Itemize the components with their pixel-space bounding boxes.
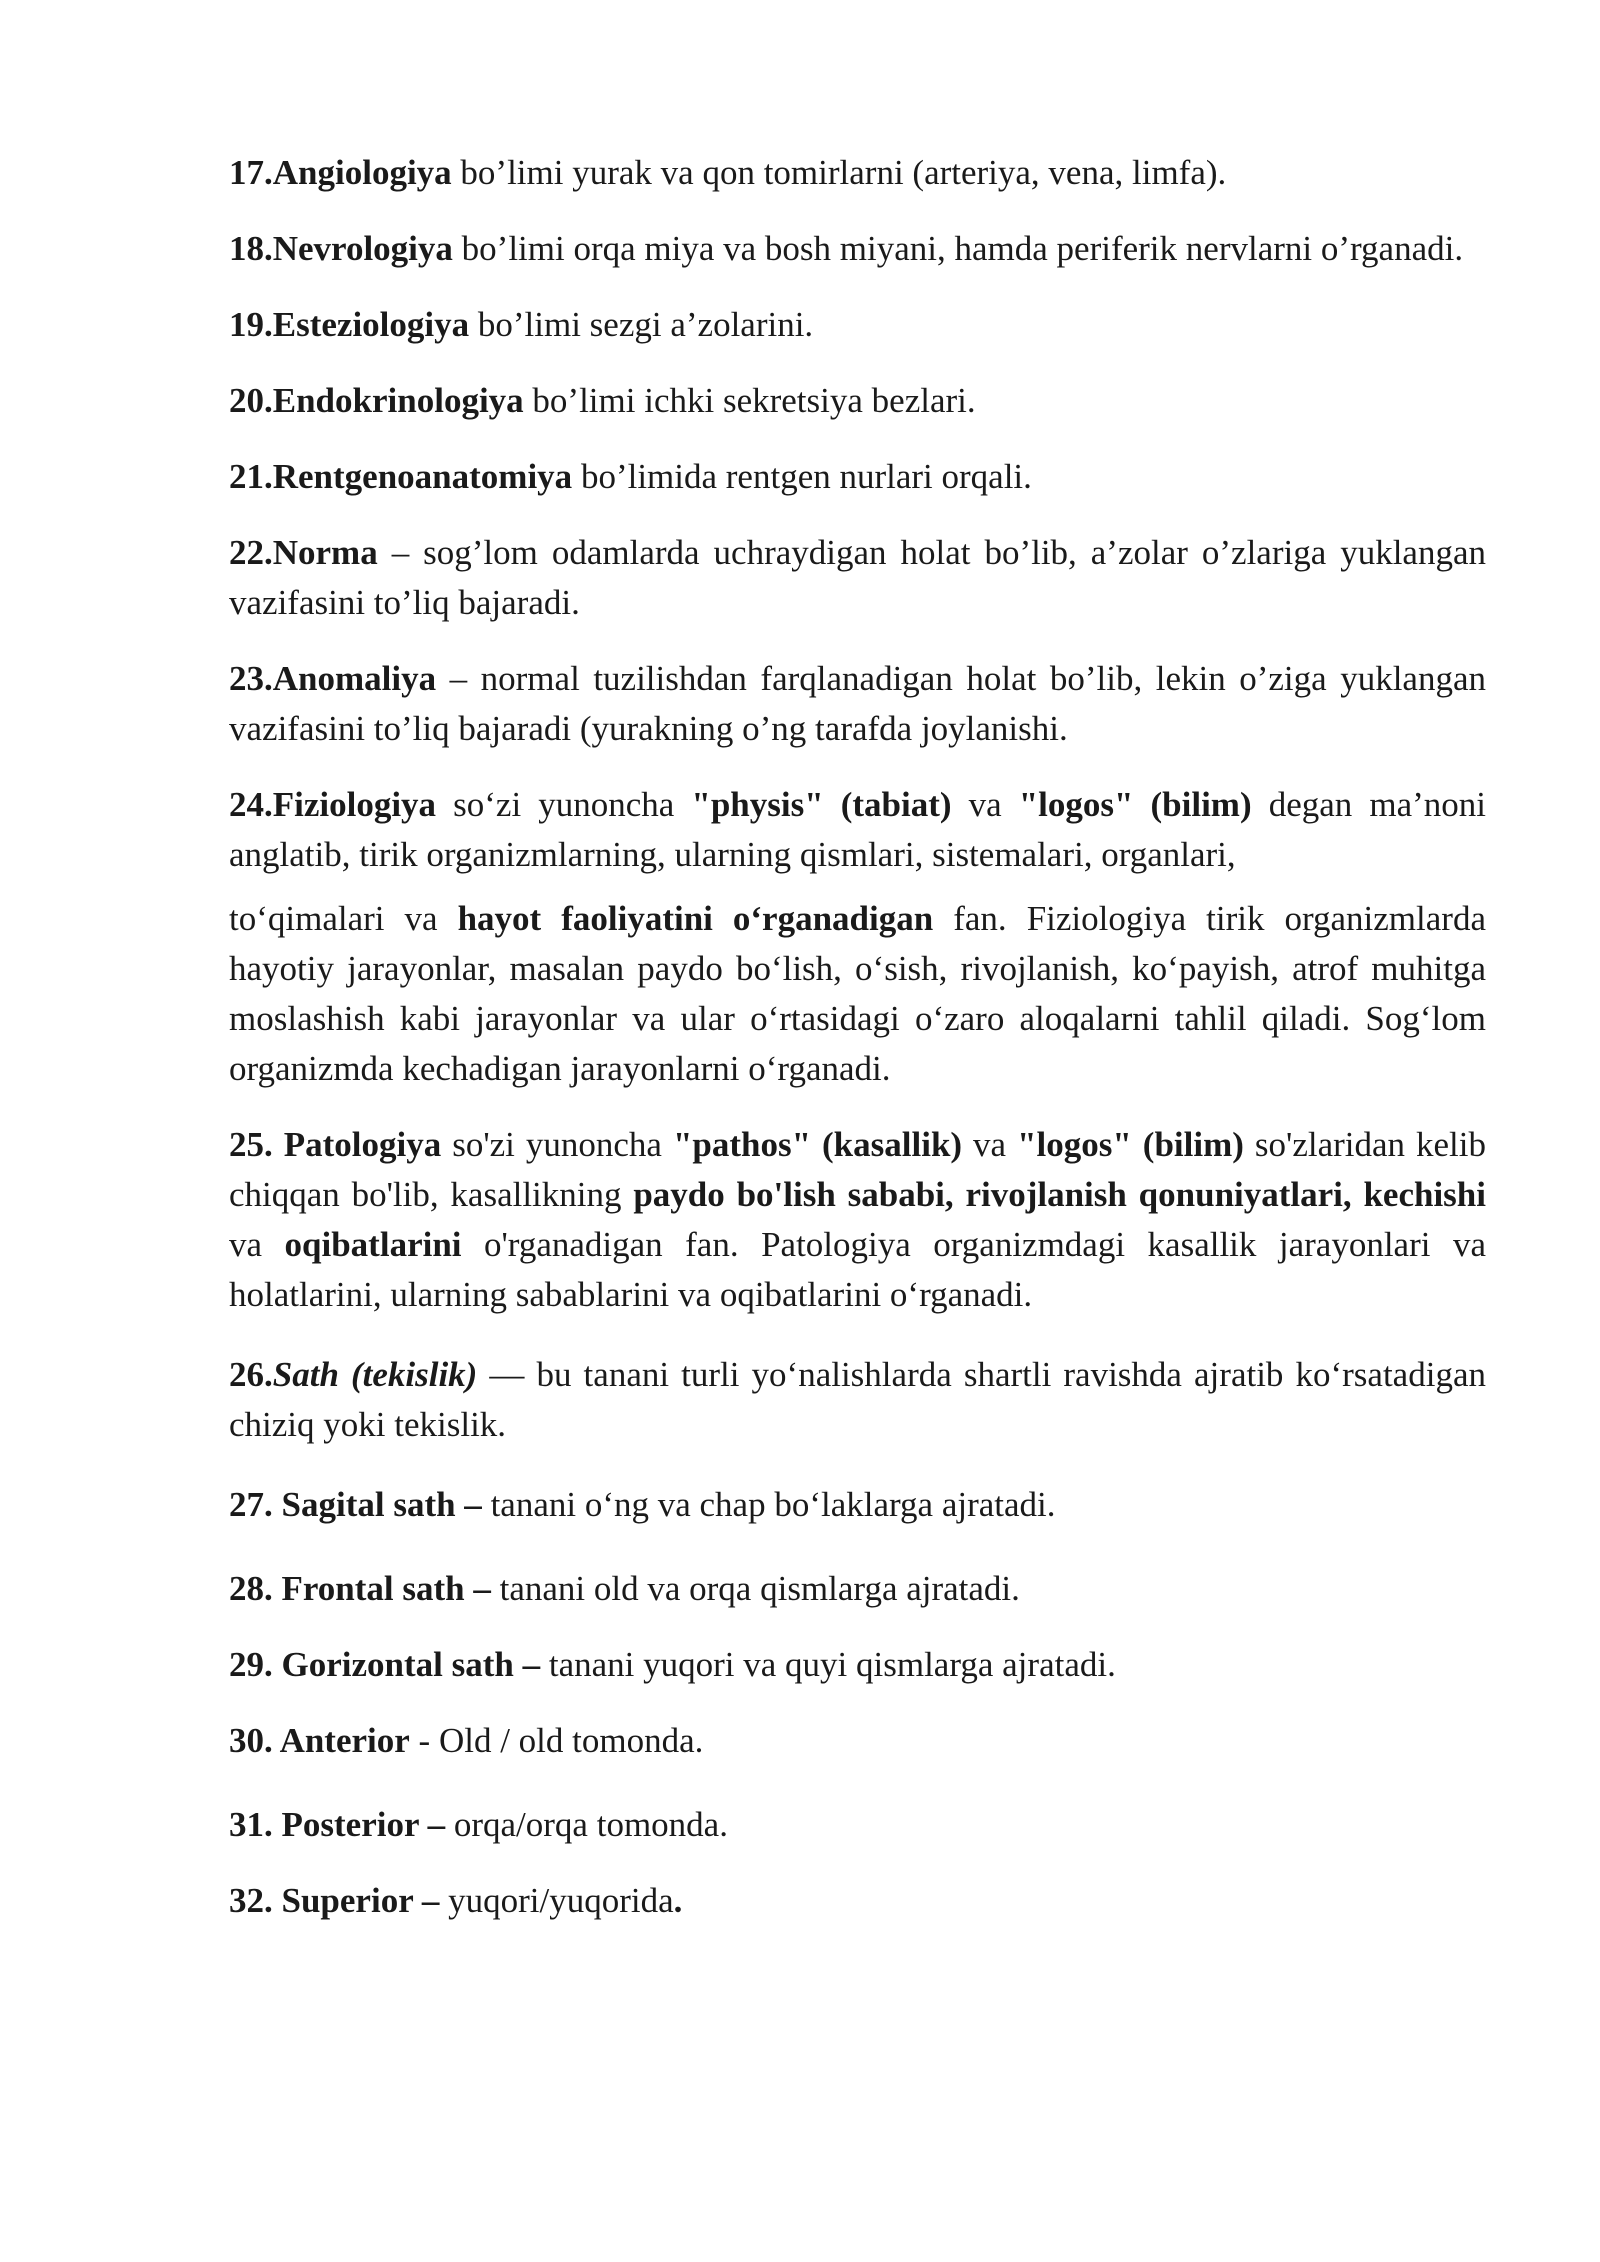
list-item xyxy=(229,1640,1486,1690)
list-item xyxy=(229,1120,1486,1320)
body-text: degan ma’noni anglatib, tirik organizmlarning, ularning qismlari, sistemalari, organlari, xyxy=(229,785,1486,874)
body-text: tanani o‘ng va chap bo‘laklarga ajratadi. xyxy=(481,1485,1056,1524)
term-text: 26. xyxy=(229,1355,273,1394)
list-item xyxy=(229,1480,1486,1530)
term-text: 25. Patologiya xyxy=(229,1125,442,1164)
body-text: orqa/orqa tomonda. xyxy=(445,1805,728,1844)
term-text: oqibatlarini xyxy=(284,1225,462,1264)
list-item xyxy=(229,780,1486,1094)
body-text: va xyxy=(951,785,1019,824)
term-text: 20.Endokrinologiya xyxy=(229,381,524,420)
body-text: to‘qimalari va xyxy=(229,899,458,938)
list-item xyxy=(229,1350,1486,1450)
body-text: – sog’lom odamlarda uchraydigan holat bo’lib, a’zolar o’zlariga yuklangan vazifasini to’liq bajaradi. xyxy=(229,533,1486,622)
body-text: - Old / old tomonda. xyxy=(409,1721,704,1760)
body-text: va xyxy=(962,1125,1018,1164)
body-text: bo’limi ichki sekretsiya bezlari. xyxy=(523,381,976,420)
body-text: so'zi yunoncha xyxy=(441,1125,673,1164)
term-text: . xyxy=(673,1881,683,1920)
list-item xyxy=(229,452,1486,502)
body-text: — bu tanani turli yo‘nalishlarda shartli ravishda ajratib ko‘rsatadigan chiziq yoki tekislik. xyxy=(229,1355,1486,1444)
term-text: Sath (tekislik) xyxy=(272,1355,478,1394)
term-text: 28. Frontal sath – xyxy=(229,1569,491,1608)
body-text: o'rganadigan fan. Patologiya organizmdagi kasallik jarayonlari va holatlarini, ularning sabablarini va oqibatlarini o‘rganadi. xyxy=(229,1225,1486,1314)
term-text: 29. Gorizontal sath – xyxy=(229,1645,541,1684)
term-text: paydo bo'lish sababi, rivojlanish qonuniyatlari, kechishi xyxy=(633,1175,1486,1214)
body-text: bo’limi orqa miya va bosh miyani, hamda periferik nervlarni o’rganadi. xyxy=(452,229,1464,268)
term-text: 17.Angiologiya xyxy=(229,153,452,192)
list-item xyxy=(229,148,1486,198)
term-text: 32. Superior – xyxy=(229,1881,440,1920)
list-item xyxy=(229,1876,1486,1926)
term-text: "physis" (tabiat) xyxy=(691,785,952,824)
body-text: bo’limi sezgi a’zolarini. xyxy=(469,305,814,344)
term-text: hayot faoliyatini o‘rganadigan xyxy=(457,899,934,938)
document-page xyxy=(229,148,1486,1952)
body-text: so'zlaridan kelib chiqqan bo'lib, kasallikning xyxy=(229,1125,1487,1214)
term-text: 23.Anomaliya xyxy=(229,659,437,698)
list-item xyxy=(229,224,1486,274)
list-item xyxy=(229,1800,1486,1850)
list-item xyxy=(229,1716,1486,1766)
line-gap xyxy=(229,880,1486,894)
body-text: tanani yuqori va quyi qismlarga ajratadi. xyxy=(540,1645,1116,1684)
term-text: 19.Esteziologiya xyxy=(229,305,470,344)
body-text: so‘zi yunoncha xyxy=(436,785,692,824)
body-text: yuqori/yuqorida xyxy=(439,1881,674,1920)
term-text: 24.Fiziologiya xyxy=(229,785,437,824)
list-item xyxy=(229,376,1486,426)
term-text: 27. Sagital sath – xyxy=(229,1485,482,1524)
list-item xyxy=(229,654,1486,754)
term-text: 22.Norma xyxy=(229,533,378,572)
term-text: "logos" (bilim) xyxy=(1018,785,1252,824)
body-text: bo’limida rentgen nurlari orqali. xyxy=(572,457,1032,496)
list-item xyxy=(229,528,1486,628)
body-text: va xyxy=(229,1225,285,1264)
body-text: – normal tuzilishdan farqlanadigan holat bo’lib, lekin o’ziga yuklangan vazifasini to’liq bajaradi (yurakning o’ng tarafda joylanishi. xyxy=(229,659,1486,748)
term-text: "pathos" (kasallik) xyxy=(672,1125,963,1164)
body-text: tanani old va orqa qismlarga ajratadi. xyxy=(490,1569,1020,1608)
list-item xyxy=(229,300,1486,350)
body-text: fan. Fiziologiya tirik organizmlarda hayotiy jarayonlar, masalan paydo bo‘lish, o‘sish, rivojlanish, ko‘payish, atrof muhitga moslashish kabi jarayonlar va ular o‘rtasidagi o‘zaro aloqalarni tahlil qiladi. Sog‘lom organizmda kechadigan jarayonlarni o‘rganadi. xyxy=(229,899,1486,1088)
term-text: 21.Rentgenoanatomiya xyxy=(229,457,573,496)
term-text: 30. Anterior xyxy=(229,1721,410,1760)
term-text: "logos" (bilim) xyxy=(1017,1125,1244,1164)
term-text: 18.Nevrologiya xyxy=(229,229,453,268)
body-text: bo’limi yurak va qon tomirlarni (arteriya, vena, limfa). xyxy=(451,153,1227,192)
term-text: 31. Posterior – xyxy=(229,1805,446,1844)
list-item xyxy=(229,1564,1486,1614)
